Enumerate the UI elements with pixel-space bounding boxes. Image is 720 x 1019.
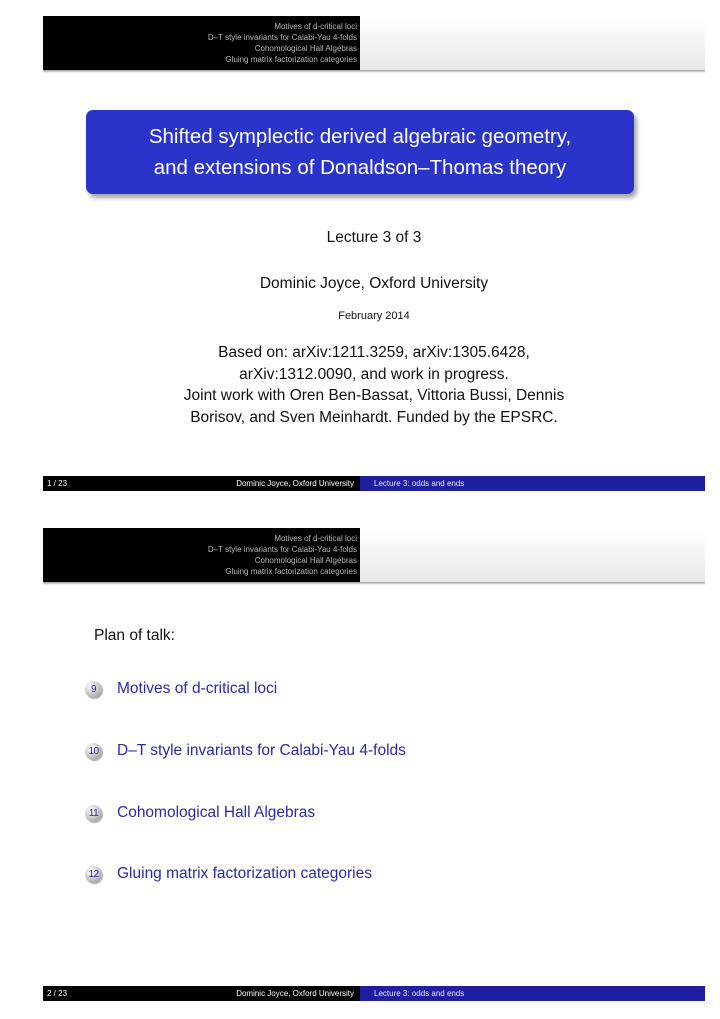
title-line-1: Shifted symplectic derived algebraic geometry, xyxy=(148,125,572,148)
based-on-line-3: Joint work with Oren Ben-Bassat, Vittoria Bussi, Dennis xyxy=(183,387,565,404)
nav-section-dt-invariants[interactable]: D–T style invariants for Calabi-Yau 4-folds xyxy=(207,33,357,42)
author-line: Dominic Joyce, Oxford University xyxy=(259,275,489,292)
footer-author: Dominic Joyce, Oxford University xyxy=(153,476,360,491)
toc-item-hall-algebras[interactable] xyxy=(85,802,315,824)
item-number-ball: 11 xyxy=(85,805,102,822)
nav-section-dt-invariants[interactable]: D–T style invariants for Calabi-Yau 4-folds xyxy=(207,545,357,554)
footer-author: Dominic Joyce, Oxford University xyxy=(153,986,360,1001)
item-number-ball: 9 xyxy=(85,681,102,698)
headline-shadow xyxy=(43,582,705,585)
lecture-number: Lecture 3 of 3 xyxy=(326,229,422,246)
item-number-ball: 10 xyxy=(85,743,102,760)
slide-1 xyxy=(43,16,705,492)
section-navigation xyxy=(43,528,360,582)
nav-section-hall-algebras[interactable]: Cohomological Hall Algebras xyxy=(254,44,357,53)
slide-2 xyxy=(43,528,705,1002)
slide-headline xyxy=(43,16,705,70)
nav-section-gluing[interactable]: Gluing matrix factorization categories xyxy=(225,55,357,64)
item-number-ball: 12 xyxy=(85,866,102,883)
plan-label: Plan of talk: xyxy=(94,627,175,644)
based-on-line-1: Based on: arXiv:1211.3259, arXiv:1305.6428, xyxy=(218,344,530,361)
toc-item-dt-invariants[interactable] xyxy=(85,740,406,762)
page-number: 1 / 23 xyxy=(43,476,153,491)
toc-link[interactable]: D–T style invariants for Calabi-Yau 4-folds xyxy=(117,742,406,759)
footer-title: Lecture 3: odds and ends xyxy=(360,986,705,1001)
based-on-line-2: arXiv:1312.0090, and work in progress. xyxy=(239,365,509,383)
headline-spacer xyxy=(360,16,705,70)
title-box xyxy=(86,110,634,194)
toc-link[interactable]: Motives of d-critical loci xyxy=(117,680,278,697)
nav-section-hall-algebras[interactable]: Cohomological Hall Algebras xyxy=(254,556,357,565)
slide-headline xyxy=(43,528,705,582)
slide-footer xyxy=(43,986,705,1001)
toc-item-gluing[interactable] xyxy=(85,863,372,885)
slide-footer xyxy=(43,476,705,491)
based-on-line-4: Borisov, and Sven Meinhardt. Funded by the EPSRC. xyxy=(190,408,558,426)
page-number: 2 / 23 xyxy=(43,986,153,1001)
footer-title: Lecture 3: odds and ends xyxy=(360,476,705,491)
toc-item-motives[interactable] xyxy=(85,678,277,700)
nav-section-gluing[interactable]: Gluing matrix factorization categories xyxy=(225,567,357,576)
toc-link[interactable]: Gluing matrix factorization categories xyxy=(117,865,373,882)
nav-section-motives[interactable]: Motives of d-critical loci xyxy=(274,22,357,31)
headline-shadow xyxy=(43,70,705,73)
date: February 2014 xyxy=(338,310,410,322)
section-navigation xyxy=(43,16,360,70)
title-line-2: and extensions of Donaldson–Thomas theory xyxy=(153,156,567,179)
nav-section-motives[interactable]: Motives of d-critical loci xyxy=(274,534,357,543)
toc-link[interactable]: Cohomological Hall Algebras xyxy=(117,804,316,821)
headline-spacer xyxy=(360,528,705,582)
based-on-text xyxy=(43,342,705,428)
